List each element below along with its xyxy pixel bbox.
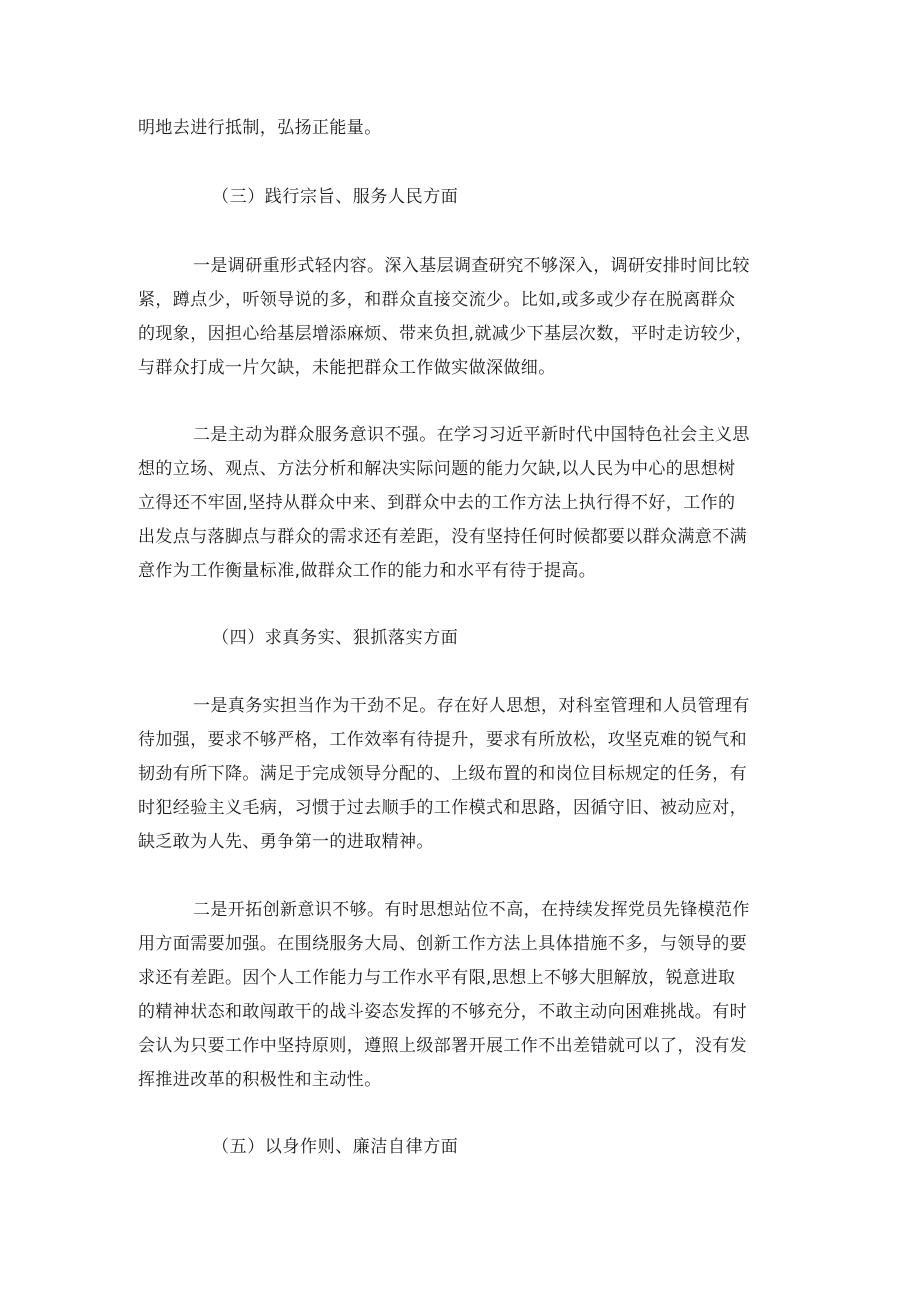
paragraph-line: 用方面需要加强。在围绕服务大局、创新工作方法上具体措施不多，与领导的要 bbox=[138, 934, 747, 954]
paragraph-line: 挥推进改革的积极性和主动性。 bbox=[138, 1070, 382, 1090]
paragraph-line: 的精神状态和敢闯敢干的战斗姿态发挥的不够充分，不敢主动向困难挑战。有时 bbox=[138, 1002, 747, 1022]
paragraph-line: 立得还不牢固,坚持从群众中来、到群众中去的工作方法上执行得不好，工作的 bbox=[138, 493, 736, 513]
paragraph-line: 意作为工作衡量标准,做群众工作的能力和水平有待于提高。 bbox=[138, 561, 597, 581]
section-4-heading: （四）求真务实、狠抓落实方面 bbox=[212, 628, 459, 648]
paragraph-line: 一是调研重形式轻内容。深入基层调查研究不够深入，调研安排时间比较 bbox=[193, 256, 750, 276]
paragraph-line: 二是开拓创新意识不够。有时思想站位不高，在持续发挥党员先锋模范作 bbox=[193, 900, 750, 920]
paragraph-line: 紧，蹲点少，听领导说的多，和群众直接交流少。比如,或多或少存在脱离群众 bbox=[138, 290, 736, 310]
paragraph-line: 明地去进行抵制，弘扬正能量。 bbox=[138, 118, 382, 138]
paragraph-line: 缺乏敢为人先、勇争第一的进取精神。 bbox=[138, 832, 434, 852]
paragraph-line: 的现象，因担心给基层增添麻烦、带来负担,就减少下基层次数，平时走访较少， bbox=[138, 324, 753, 344]
paragraph-line: 一是真务实担当作为干劲不足。存在好人思想，对科室管理和人员管理有 bbox=[193, 696, 750, 716]
paragraph-line: 出发点与落脚点与群众的需求还有差距，没有坚持任何时候都要以群众满意不满 bbox=[138, 527, 747, 547]
paragraph-line: 二是主动为群众服务意识不强。在学习习近平新时代中国特色社会主义思 bbox=[193, 425, 750, 445]
section-3-heading: （三）践行宗旨、服务人民方面 bbox=[212, 187, 459, 207]
paragraph-line: 会认为只要工作中坚持原则，遵照上级部署开展工作不出差错就可以了，没有发 bbox=[138, 1036, 747, 1056]
paragraph-line: 韧劲有所下降。满足于完成领导分配的、上级布置的和岗位目标规定的任务，有 bbox=[138, 764, 747, 784]
paragraph-line: 想的立场、观点、方法分析和解决实际问题的能力欠缺,以人民为中心的思想树 bbox=[138, 459, 736, 479]
paragraph-line: 待加强，要求不够严格，工作效率有待提升，要求有所放松，攻坚克难的锐气和 bbox=[138, 730, 747, 750]
paragraph-line: 时犯经验主义毛病，习惯于过去顺手的工作模式和思路，因循守旧、被动应对， bbox=[138, 798, 747, 818]
paragraph-line: 与群众打成一片欠缺，未能把群众工作做实做深做细。 bbox=[138, 358, 556, 378]
section-5-heading: （五）以身作则、廉洁自律方面 bbox=[212, 1137, 459, 1157]
paragraph-line: 求还有差距。因个人工作能力与工作水平有限,思想上不够大胆解放，锐意进取 bbox=[138, 968, 736, 988]
